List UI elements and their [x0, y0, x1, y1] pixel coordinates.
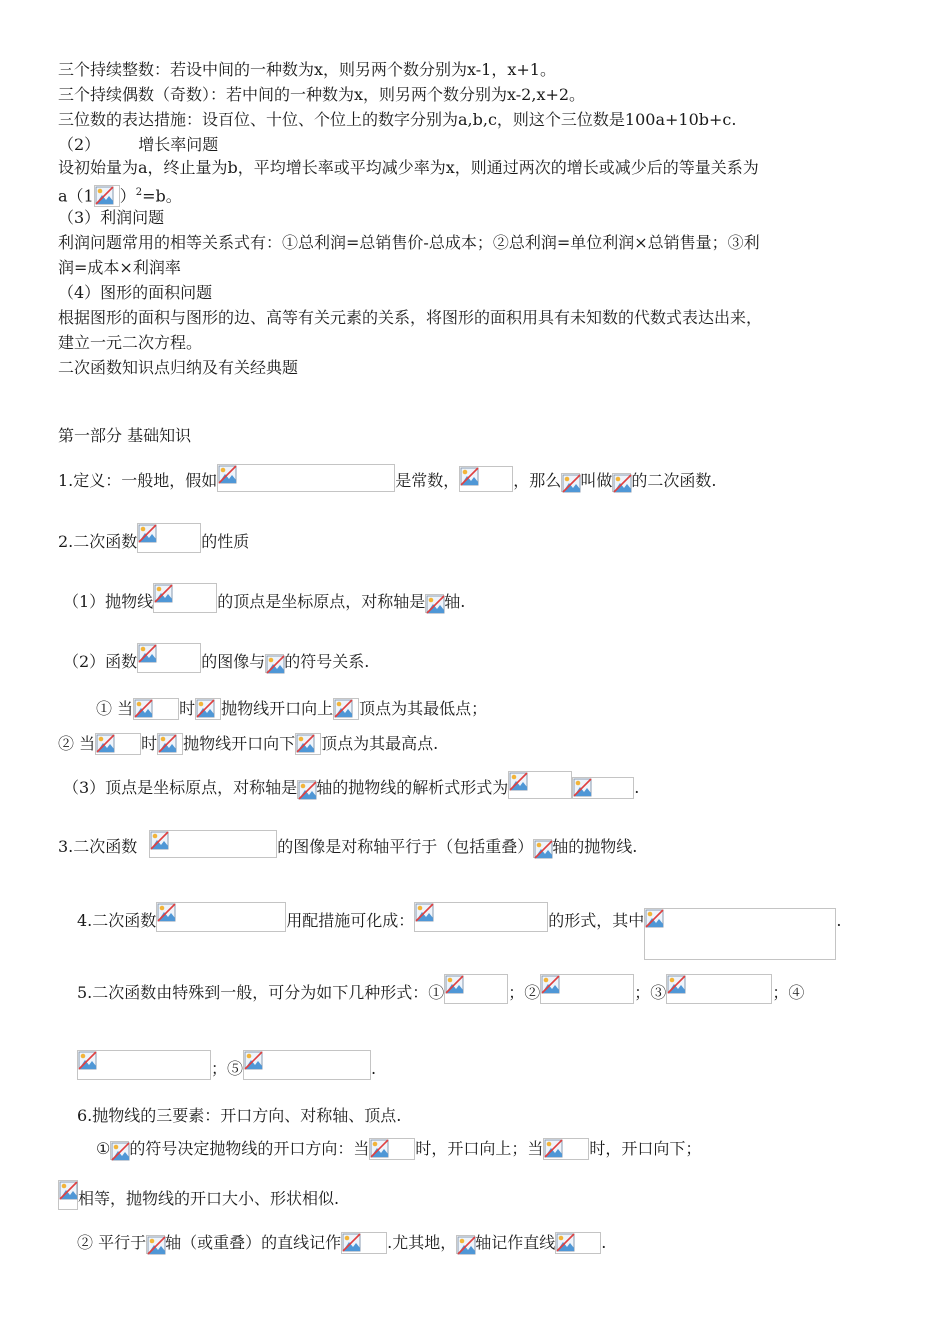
text: .: [634, 778, 640, 797]
text: 时: [141, 734, 158, 753]
text-line: 三位数的表达措施：设百位、十位、个位上的数字分别为a,b,c，则这个三位数是100a+10b+c.: [58, 110, 737, 129]
broken-image-icon: [297, 780, 316, 799]
text: 的符号关系.: [284, 652, 370, 671]
text: 顶点为其最高点.: [321, 734, 439, 753]
broken-image-icon: [153, 583, 217, 613]
text: 用配措施可化成：: [286, 911, 415, 930]
broken-image-icon: [572, 777, 634, 799]
property-line: [77, 902, 841, 960]
text: 叫做: [580, 471, 613, 490]
section-title: 二次函数知识点归纳及有关经典题: [58, 358, 299, 377]
formula-line: [58, 183, 182, 207]
condition-line: [96, 698, 487, 720]
text: 轴.: [444, 592, 466, 611]
broken-image-icon: [137, 643, 201, 673]
text: 的性质: [201, 532, 250, 551]
broken-image-icon: [414, 902, 548, 932]
text: 4.二次函数: [77, 911, 157, 930]
broken-image-icon: [456, 1235, 475, 1254]
broken-image-icon: [94, 185, 120, 207]
text: 的二次函数.: [631, 471, 717, 490]
property-line: [63, 583, 465, 613]
property-line: [58, 1180, 339, 1210]
broken-image-icon: [459, 466, 513, 492]
text-line: 设初始量为a，终止量为b，平均增长率或平均减少率为x，则通过两次的增长或减少后的等量关系为: [58, 158, 759, 177]
text-line: 建立一元二次方程。: [58, 333, 203, 352]
text: ① 当: [96, 699, 134, 718]
broken-image-icon: [555, 1232, 601, 1254]
text: ①: [96, 1139, 111, 1158]
broken-image-icon: [77, 1050, 211, 1080]
broken-image-icon: [540, 974, 634, 1004]
text: 抛物线开口向下: [183, 734, 296, 753]
text: ；③: [634, 983, 667, 1002]
text: ；⑤: [211, 1059, 244, 1078]
text: 的形式，其中: [548, 911, 645, 930]
subheading-title: 增长率问题: [138, 135, 219, 154]
broken-image-icon: [333, 698, 359, 720]
property-line: [58, 830, 637, 858]
text-line: 根据图形的面积与图形的边、高等有关元素的关系，将图形的面积用具有未知数的代数式表达出来，: [58, 308, 763, 327]
text: ）: [119, 186, 136, 206]
property-line: [96, 1138, 701, 1160]
text: 抛物线开口向上: [221, 699, 334, 718]
subheading: （3）利润问题: [58, 208, 165, 227]
text: =b。: [142, 186, 182, 206]
condition-line: [58, 733, 438, 755]
text-line: 三个持续整数：若设中间的一种数为x，则另两个数分别为x-1，x+1。: [58, 60, 556, 79]
text: 时，开口向上；当: [415, 1139, 544, 1158]
property-line: [77, 1050, 376, 1080]
text: 1.定义：一般地，假如: [58, 471, 218, 490]
text: .: [371, 1059, 377, 1078]
text: .尤其地，: [387, 1233, 457, 1252]
text: ；②: [508, 983, 541, 1002]
broken-image-icon: [146, 1235, 165, 1254]
broken-image-icon: [295, 733, 321, 755]
text: （1）抛物线: [63, 592, 154, 611]
text: 2.二次函数: [58, 532, 138, 551]
heading-line: [58, 523, 249, 553]
broken-image-icon: [95, 733, 141, 755]
broken-image-icon: [110, 1141, 129, 1160]
property-line: [77, 974, 804, 1004]
broken-image-icon: [137, 523, 201, 553]
broken-image-icon: [508, 771, 572, 799]
text: （3）顶点是坐标原点，对称轴是: [63, 778, 298, 797]
text-line: 润=成本×利润率: [58, 258, 181, 277]
text: 轴记作直线: [475, 1233, 556, 1252]
broken-image-icon: [217, 464, 395, 492]
text: 5.二次函数由特殊到一般，可分为如下几种形式：①: [77, 983, 445, 1002]
text: 的顶点是坐标原点，对称轴是: [217, 592, 426, 611]
subheading: [58, 135, 218, 155]
broken-image-icon: [612, 473, 631, 492]
broken-image-icon: [533, 839, 552, 858]
broken-image-icon: [425, 594, 444, 613]
broken-image-icon: [444, 974, 508, 1004]
broken-image-icon: [666, 974, 772, 1004]
broken-image-icon: [341, 1232, 387, 1254]
text: 的符号决定抛物线的开口方向：当: [129, 1139, 370, 1158]
subheading: （4）图形的面积问题: [58, 283, 213, 302]
superscript: 2: [135, 187, 143, 198]
text: ；④: [772, 983, 805, 1002]
broken-image-icon: [369, 1138, 415, 1160]
text: .: [601, 1233, 607, 1252]
broken-image-icon: [149, 830, 277, 858]
property-line: [63, 771, 639, 799]
broken-image-icon: [195, 698, 221, 720]
text: 轴的抛物线.: [552, 837, 638, 856]
text: 时，开口向下；: [589, 1139, 702, 1158]
broken-image-icon: [644, 908, 836, 960]
text: 时: [179, 699, 196, 718]
text: a（1: [58, 186, 94, 206]
text: （2）函数: [63, 652, 138, 671]
text: .: [836, 911, 842, 930]
broken-image-icon: [543, 1138, 589, 1160]
part-heading: 第一部分 基础知识: [58, 426, 192, 445]
property-line: [77, 1232, 606, 1254]
text: 轴的抛物线的解析式形式为: [316, 778, 509, 797]
text: ② 当: [58, 734, 96, 753]
broken-image-icon: [561, 473, 580, 492]
broken-image-icon: [157, 733, 183, 755]
text-line: 三个持续偶数（奇数）：若中间的一种数为x，则另两个数分别为x-2,x+2。: [58, 85, 586, 104]
item-number: （2）: [58, 135, 101, 154]
broken-image-icon: [133, 698, 179, 720]
property-line: 6.抛物线的三要素：开口方向、对称轴、顶点.: [77, 1106, 402, 1125]
broken-image-icon: [58, 1180, 78, 1210]
property-line: [63, 643, 369, 673]
text-line: 利润问题常用的相等关系式有：①总利润=总销售价-总成本；②总利润=单位利润×总销售量；③利: [58, 233, 760, 252]
text: 3.二次函数: [58, 837, 138, 856]
text: ② 平行于: [77, 1233, 147, 1252]
text: 轴（或重叠）的直线记作: [165, 1233, 342, 1252]
broken-image-icon: [156, 902, 286, 932]
text: ，那么: [513, 471, 562, 490]
definition-line: [58, 464, 716, 492]
text: 是常数，: [395, 471, 460, 490]
text: 相等，抛物线的开口大小、形状相似.: [78, 1189, 340, 1208]
broken-image-icon: [265, 654, 284, 673]
broken-image-icon: [243, 1050, 371, 1080]
text: 的图像与: [201, 652, 266, 671]
text: 顶点为其最低点；: [359, 699, 488, 718]
text: 的图像是对称轴平行于（包括重叠）: [277, 837, 534, 856]
